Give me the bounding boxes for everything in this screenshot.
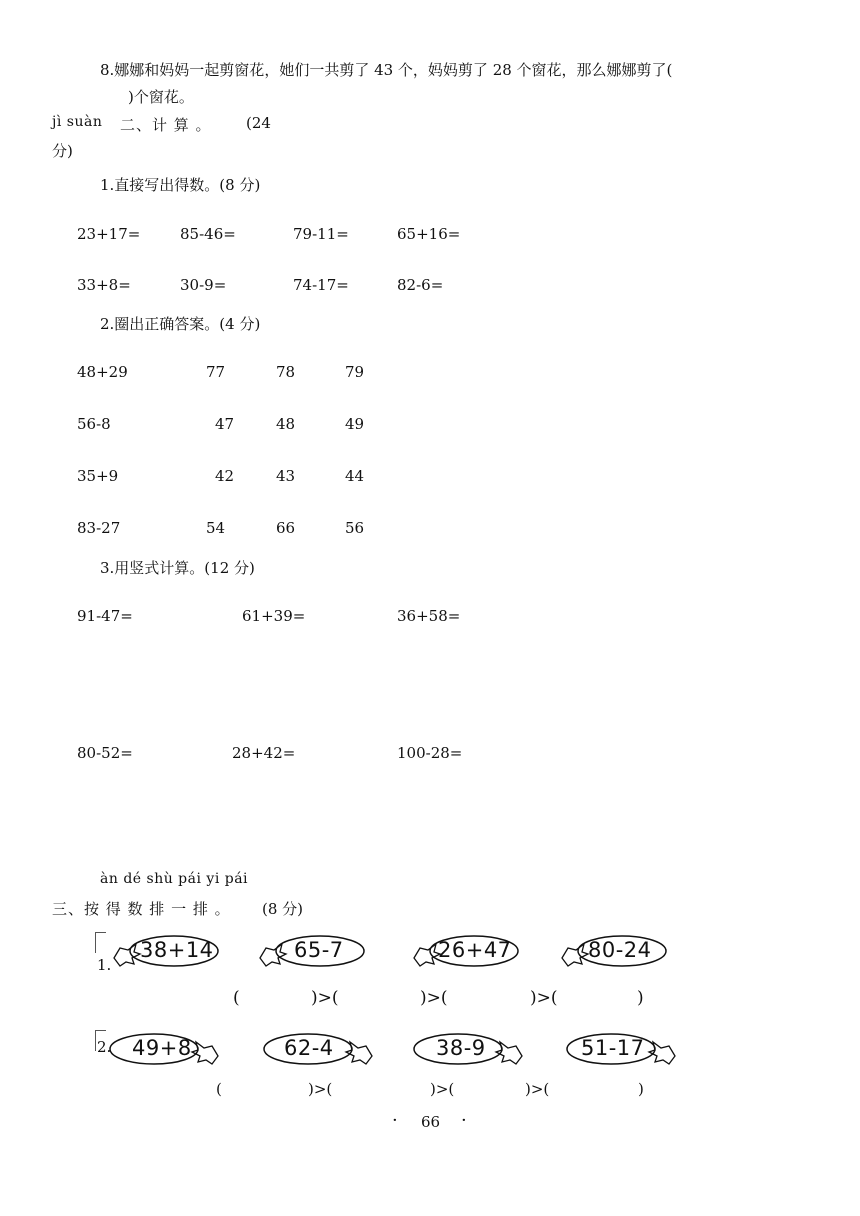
row1-paren-4[interactable]: )>(: [530, 988, 558, 1008]
row2-bubble-3: [412, 1032, 524, 1070]
row1-corner-mark: [95, 932, 106, 953]
section3-pinyin: àn dé shù pái yi pái: [100, 871, 249, 887]
row1-paren-1: (: [233, 988, 240, 1008]
section2-score-b: 分): [52, 142, 73, 160]
part2-row2-opt3[interactable]: 49: [345, 415, 365, 433]
part2-row3-opt1[interactable]: 42: [215, 467, 235, 485]
section2-pinyin: jì suàn: [52, 114, 103, 130]
part2-row4-opt2[interactable]: 66: [276, 519, 296, 537]
part2-row1-opt1[interactable]: 77: [206, 363, 226, 381]
part2-row3-opt2[interactable]: 43: [276, 467, 296, 485]
part2-row3-opt3[interactable]: 44: [345, 467, 365, 485]
row2-paren-4[interactable]: )>(: [525, 1080, 550, 1098]
page-number: 66: [421, 1113, 441, 1131]
row2-bubble-2: [262, 1032, 374, 1070]
section2-title: 二、计 算 。: [120, 116, 212, 134]
row2-bubble-2-text: 62-4: [284, 1036, 334, 1060]
part1-r2-c4: 82-6=: [397, 276, 444, 294]
part3-label: 3.用竖式计算。(12 分): [100, 559, 255, 577]
row1-paren-5: ): [637, 988, 644, 1008]
part2-row4-opt1[interactable]: 54: [206, 519, 226, 537]
row1-bubble-3: [412, 934, 522, 972]
row2-bubble-4-text: 51-17: [581, 1036, 645, 1060]
question-8-line1: 8.娜娜和妈妈一起剪窗花，她们一共剪了 43 个，妈妈剪了 28 个窗花，那么娜娜剪了(: [100, 61, 673, 79]
part2-label: 2.圈出正确答案。(4 分): [100, 315, 261, 333]
part1-r2-c3: 74-17=: [293, 276, 349, 294]
part2-row4-opt3[interactable]: 56: [345, 519, 365, 537]
part2-row2-expr: 56-8: [77, 415, 111, 433]
part2-row3-expr: 35+9: [77, 467, 119, 485]
part2-row2-opt1[interactable]: 47: [215, 415, 235, 433]
part1-r1-c4: 65+16=: [397, 225, 461, 243]
row1-paren-3[interactable]: )>(: [420, 988, 448, 1008]
section2-score-a: (24: [246, 114, 271, 132]
part3-r2-c1: 80-52=: [77, 744, 133, 762]
row2-bubble-1-text: 49+8: [132, 1036, 192, 1060]
row1-bubble-1: [112, 934, 222, 972]
row2-bubble-3-text: 38-9: [436, 1036, 486, 1060]
part1-r1-c2: 85-46=: [180, 225, 236, 243]
page-number-dot-left: ·: [392, 1110, 398, 1131]
row2-bubble-1: [108, 1032, 220, 1070]
row2-label: 2.: [97, 1038, 112, 1056]
part3-r1-c1: 91-47=: [77, 607, 133, 625]
row2-paren-3[interactable]: )>(: [430, 1080, 455, 1098]
part2-row4-expr: 83-27: [77, 519, 121, 537]
row2-bubble-4: [565, 1032, 677, 1070]
row1-bubble-4: [560, 934, 670, 972]
section3-title: 三、按 得 数 排 一 排 。: [52, 900, 231, 918]
part2-row1-opt2[interactable]: 78: [276, 363, 296, 381]
row1-paren-2[interactable]: )>(: [311, 988, 339, 1008]
section3-score: (8 分): [262, 900, 304, 918]
row2-paren-5: ): [638, 1080, 644, 1098]
row2-paren-1: (: [216, 1080, 222, 1098]
row1-bubble-3-text: 26+47: [438, 938, 512, 962]
row1-bubble-2-text: 65-7: [294, 938, 344, 962]
part2-row2-opt2[interactable]: 48: [276, 415, 296, 433]
question-8-line2: )个窗花。: [128, 88, 194, 106]
row1-label: 1.: [97, 956, 112, 974]
row1-bubble-4-text: 80-24: [588, 938, 652, 962]
row1-bubble-2: [258, 934, 368, 972]
row1-bubble-1-text: 38+14: [140, 938, 214, 962]
part1-r2-c2: 30-9=: [180, 276, 227, 294]
part3-r2-c2: 28+42=: [232, 744, 296, 762]
part1-r1-c3: 79-11=: [293, 225, 349, 243]
page-number-dot-right: ·: [461, 1110, 467, 1131]
part3-r1-c3: 36+58=: [397, 607, 461, 625]
row2-paren-2[interactable]: )>(: [308, 1080, 333, 1098]
part1-r1-c1: 23+17=: [77, 225, 141, 243]
part3-r1-c2: 61+39=: [242, 607, 306, 625]
part2-row1-opt3[interactable]: 79: [345, 363, 365, 381]
part1-label: 1.直接写出得数。(8 分): [100, 176, 261, 194]
part2-row1-expr: 48+29: [77, 363, 128, 381]
part1-r2-c1: 33+8=: [77, 276, 131, 294]
part3-r2-c3: 100-28=: [397, 744, 463, 762]
